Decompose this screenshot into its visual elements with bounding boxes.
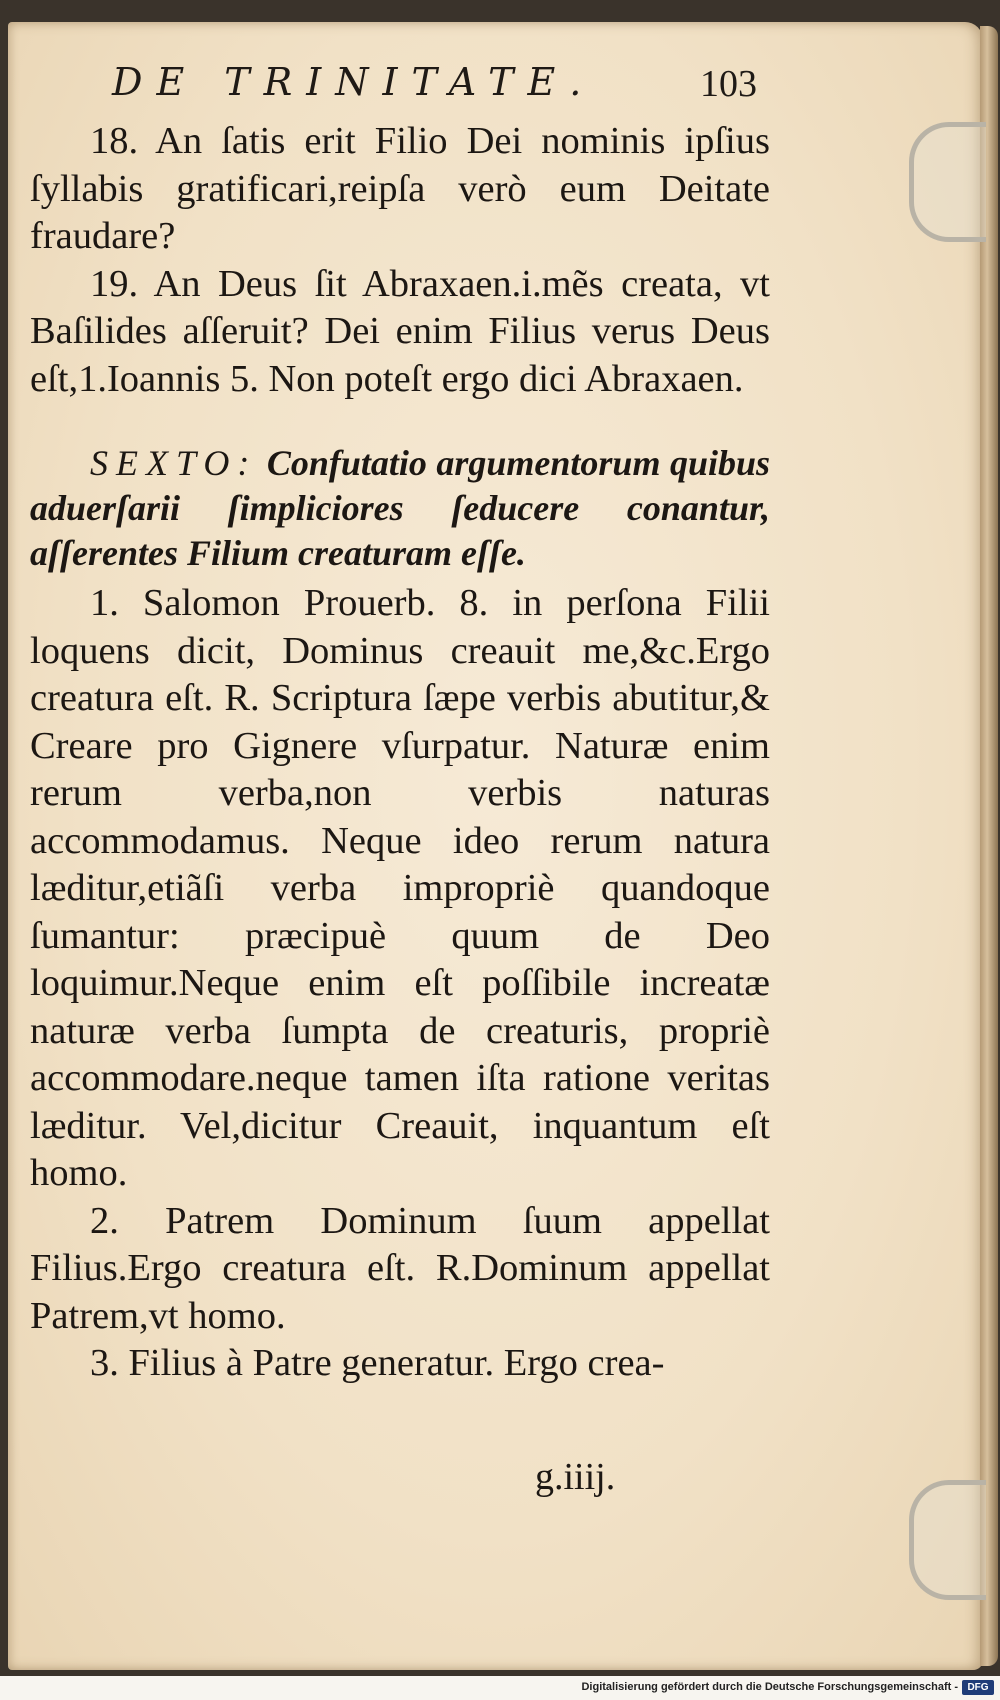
book-clip-top xyxy=(909,122,986,242)
section-heading xyxy=(30,441,770,576)
footer-credit: Digitalisierung gefördert durch die Deutsche Forschungsgemeinschaft - xyxy=(581,1681,958,1693)
book-clip-bottom xyxy=(909,1480,986,1600)
page-edge xyxy=(980,26,998,1666)
question-18: 18. An ſatis erit Filio Dei nominis ipſius ſyllabis gratificari,reipſa verò eum Deitate fraudare? xyxy=(30,120,770,257)
argument-3: 3. Filius à Patre generatur. Ergo crea- xyxy=(90,1342,665,1384)
argument-1: 1. Salomon Prouerb. 8. in perſona Filii loquens dicit, Dominus creauit me,&c.Ergo creatura eſt. R. Scriptura ſæpe verbis abutitur,& Creare pro Gignere vſurpatur. Naturæ enim rerum verba,non verbis naturas accommodamus. Neque ideo rerum natura læditur,etiãſi verba impropriè quandoque ſumantur: præcipuè quum de Deo loquimur.Neque enim eſt poſſibile increatæ naturæ verba ſumpta de creaturis, propriè accommodare.neque tamen iſta ratione veritas læditur. Vel,dicitur Creauit, inquantum eſt homo. xyxy=(30,582,770,1194)
dfg-logo: DFG xyxy=(962,1680,994,1695)
question-19: 19. An Deus ſit Abraxaen.i.mẽs creata, vt Baſilides aſſeruit? Dei enim Filius verus Deus eſt,1.Ioannis 5. Non poteſt ergo dici Abraxaen. xyxy=(30,262,770,400)
catchword: g.iiij. xyxy=(535,1456,616,1498)
page-number: 103 xyxy=(700,63,757,105)
running-title: DE TRINITATE. xyxy=(112,60,596,104)
argument-2: 2. Patrem Dominum ſuum appellat Filius.Ergo creatura eſt. R.Dominum appellat Patrem,vt homo. xyxy=(30,1199,770,1337)
section-heading-lead: SEXTO: xyxy=(90,443,258,483)
section-heading-text: Confutatio argumentorum quibus aduerſarii ſimpliciores ſeducere conantur, aſſerentes Filium creaturam eſſe. xyxy=(30,443,771,573)
page-body xyxy=(30,118,770,1388)
